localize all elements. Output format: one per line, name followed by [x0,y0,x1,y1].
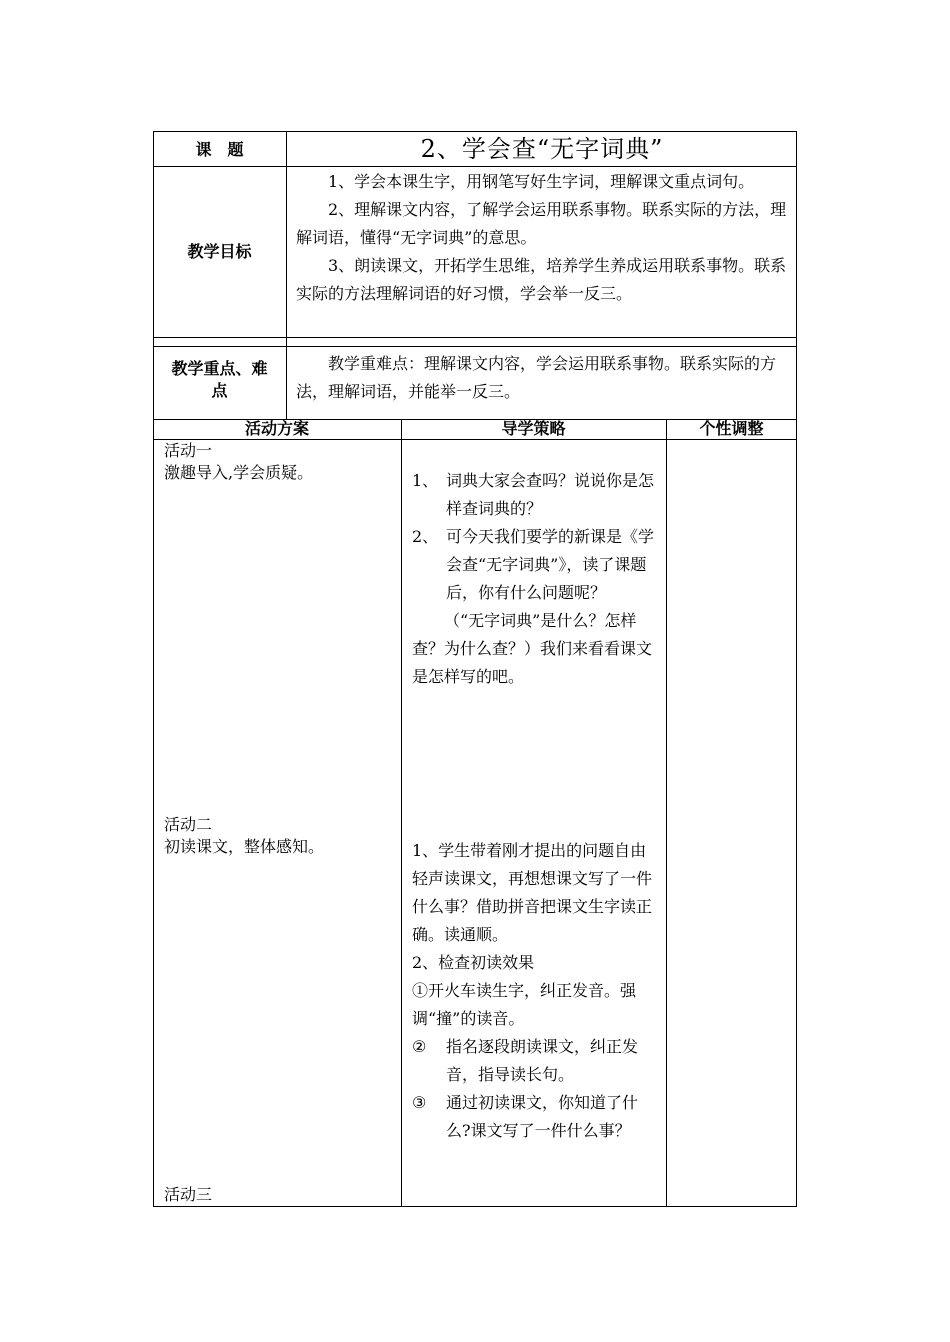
item-text: 通过初读课文，你知道了什么?课文写了一件什么事？ [446,1093,639,1140]
key-points-paragraph: 教学重难点：理解课文内容，学会运用联系事物。联系实际的方法，理解词语，并能举一反三。 [296,354,777,401]
activity-name: 活动二 [164,815,213,834]
strategy-block-2 [412,837,658,1145]
lesson-title: 2、学会查“无字词典” [420,135,664,163]
item-text: 指名逐段朗读课文，纠正发音，指导读长句。 [446,1037,639,1084]
col-divider [401,419,402,1207]
column-header-activity: 活动方案 [244,419,309,438]
objective-item: 2、理解课文内容，了解学会运用联系事物。联系实际的方法，理解词语，懂得“无字词典”的意思。 [296,200,787,247]
key-points-label-line: 点 [211,381,228,400]
col-divider [666,419,667,1207]
col-divider [286,131,287,419]
row-divider [153,346,797,347]
strategy-item [412,1033,658,1089]
activity-desc: 激趣导入,学会质疑。 [164,463,314,482]
key-points-label-line: 教学重点、难 [171,359,268,378]
row-divider [153,166,797,167]
strategy-paragraph: ①开火车读生字，纠正发音。强调“撞”的读音。 [412,981,637,1028]
item-number: ② [412,1037,427,1056]
strategy-note: （“无字词典”是什么？怎样查？为什么查？）我们来看看课文是怎样写的吧。 [412,611,653,686]
strategy-item [412,1089,658,1145]
item-number: 2、 [412,527,439,546]
objective-item: 1、学会本课生字，用钢笔写好生字词，理解课文重点词句。 [328,172,755,191]
strategy-block-1 [412,467,658,691]
item-text: 词典大家会查吗？说说你是怎样查词典的？ [446,471,655,518]
strategy-paragraph: 1、学生带着刚才提出的问题自由轻声读课文，再想想课文写了一件什么事？借助拼音把课文生字读正确。读通顺。 [412,841,653,944]
objectives-label: 教学目标 [187,242,252,261]
activity-1 [164,440,396,484]
activity-name: 活动三 [164,1185,213,1204]
objective-item: 3、朗读课文，开拓学生思维，培养学生养成运用联系事物。联系实际的方法理解词语的好习惯，学会举一反三。 [296,256,787,303]
strategy-item [412,523,658,607]
item-number: ③ [412,1093,427,1112]
column-header-adjust: 个性调整 [699,419,764,438]
strategy-item [412,467,658,523]
item-text: 可今天我们要学的新课是《学会查“无字词典”》，读了课题后，你有什么问题呢？ [446,527,655,602]
activity-desc: 初读课文，整体感知。 [164,837,325,856]
objectives-text [296,168,790,308]
activity-2 [164,814,396,858]
activity-3 [164,1184,396,1206]
activity-name: 活动一 [164,441,213,460]
item-number: 1、 [412,471,439,490]
row-divider [153,337,797,338]
key-points-text [296,350,790,406]
column-header-strategy: 导学策略 [501,419,566,438]
strategy-paragraph: 2、检查初读效果 [412,953,535,972]
key-points-label [153,358,286,402]
topic-label: 课 题 [195,140,244,159]
